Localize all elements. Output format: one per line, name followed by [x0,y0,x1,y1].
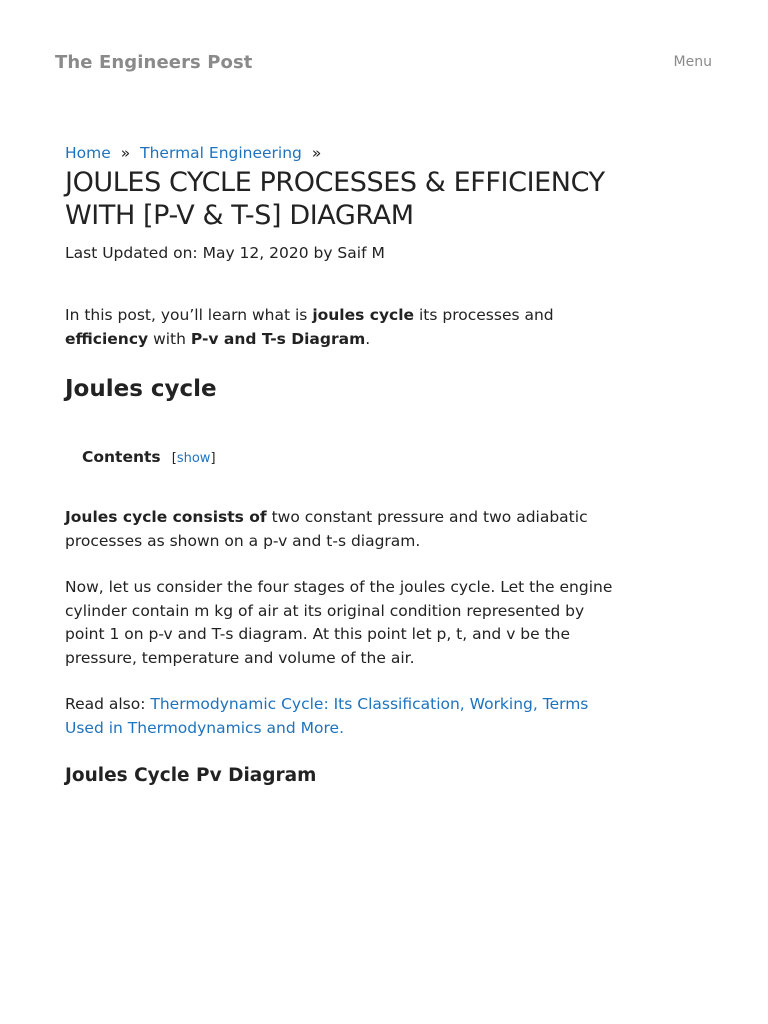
page-title: JOULES CYCLE PROCESSES & EFFICIENCY WITH [P-V & T-S] DIAGRAM [65,167,605,231]
post-meta: Last Updated on: May 12, 2020 by Saif M [65,244,385,262]
intro-text: its processes and [414,306,554,324]
menu-button[interactable]: Menu [673,54,712,70]
heading-joules-cycle: Joules cycle [65,376,217,402]
read-also-label: Read also: [65,695,151,713]
intro-text: . [365,329,371,348]
toc-bracket-close: ] [210,451,216,466]
breadcrumb-separator: » [311,144,322,162]
intro-bold-diagram: P-v and T-s Diagram [190,329,366,348]
paragraph-text: two constant pressure and two adiabatic processes as shown on a p-v and t-s diagram. [65,508,588,550]
intro-paragraph [65,304,627,351]
paragraph-read-also [65,693,627,740]
paragraph-four-stages: Now, let us consider the four stages of the joules cycle. Let the engine cylinder contain m kg of air at its original condition represented by point 1 on p-v and T-s diagram. At this point let p, t, and v be the pressure, temperature and volume of the air. [65,578,613,667]
breadcrumb-separator: » [120,144,131,162]
breadcrumb-category-link[interactable]: Thermal Engineering [140,144,302,162]
read-also-link[interactable]: Thermodynamic Cycle: Its Classification, Working, Terms Used in Thermodynamics and More. [65,695,589,737]
intro-bold-joules-cycle: joules cycle [312,306,415,324]
toc-bracket-open: [ [171,451,177,466]
site-title-link[interactable]: The Engineers Post [55,52,253,73]
intro-text: In this post, you’ll learn what is [65,306,313,324]
intro-bold-efficiency: efficiency [65,329,149,348]
breadcrumb-home-link[interactable]: Home [65,144,111,162]
intro-text: with [148,329,191,348]
table-of-contents [82,444,627,470]
site-header [0,0,768,120]
toc-show-link[interactable]: show [176,451,211,466]
article-content [65,141,627,790]
toc-toggle [172,451,216,466]
toc-title: Contents [82,448,161,466]
breadcrumb [65,141,627,165]
heading-pv-diagram: Joules Cycle Pv Diagram [65,765,317,786]
paragraph-joules-definition [65,506,627,553]
paragraph-bold-lead: Joules cycle consists of [65,508,267,526]
